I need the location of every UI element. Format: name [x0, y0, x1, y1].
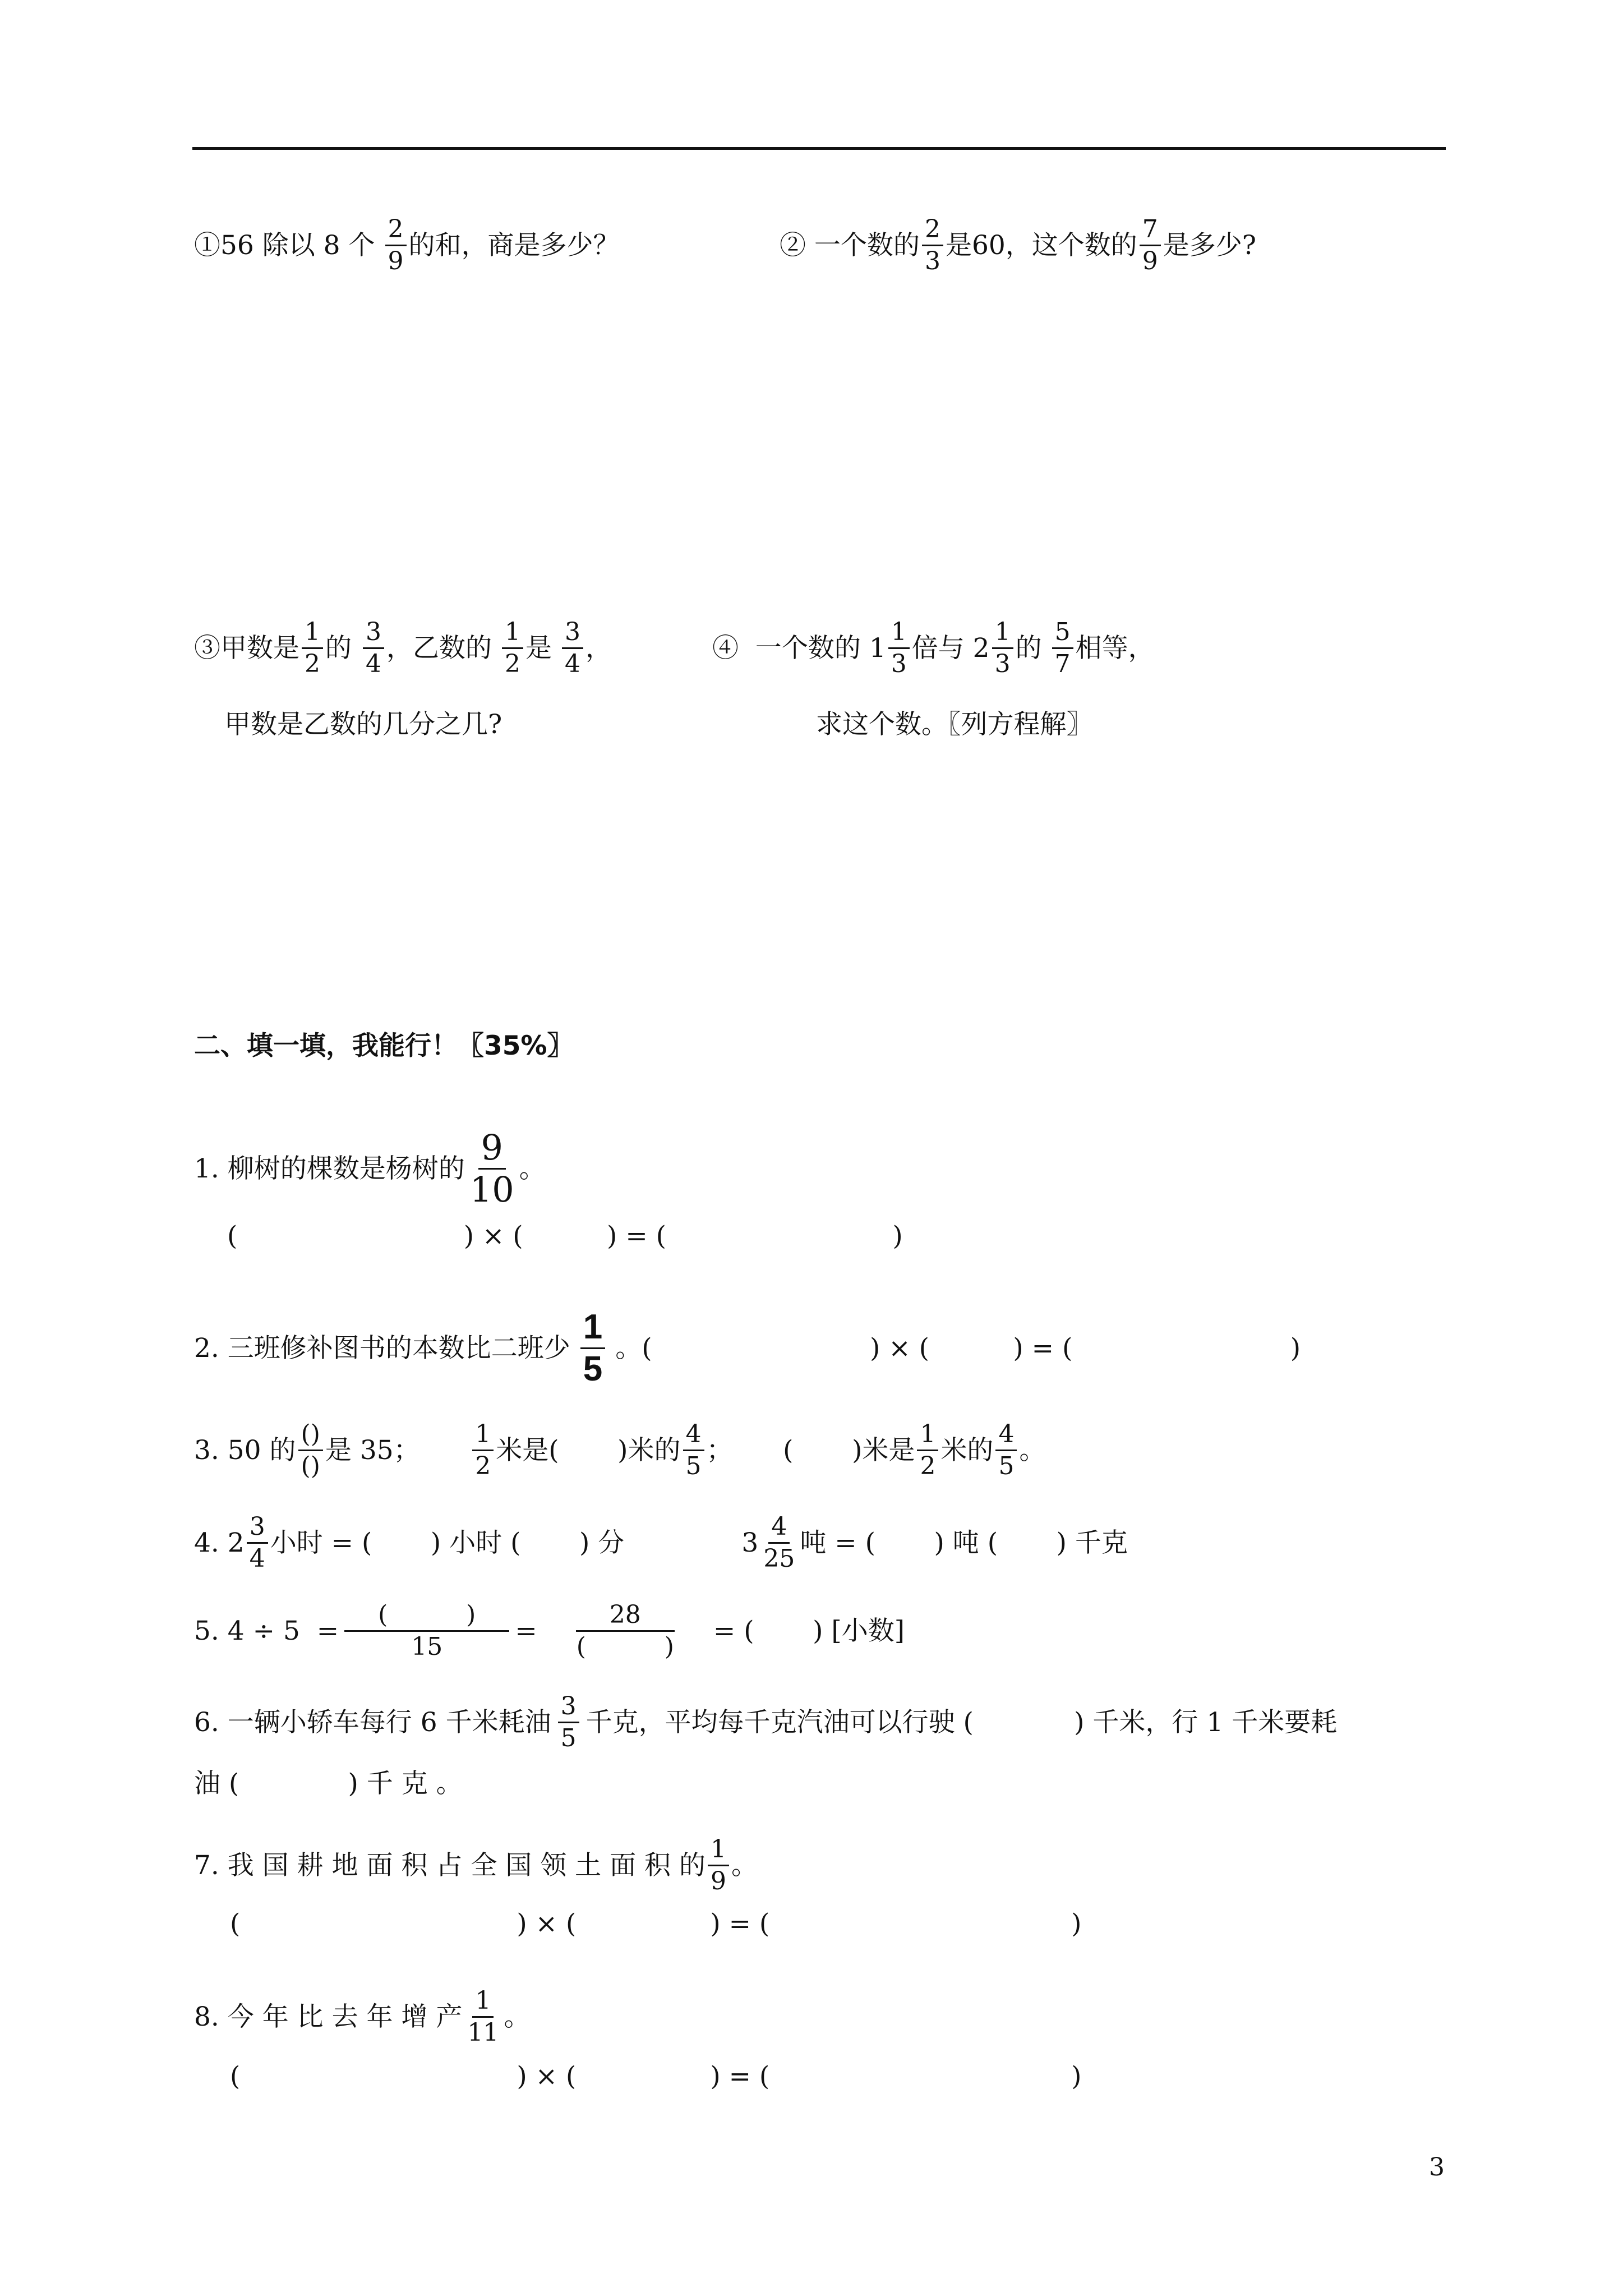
q4-text-d: 相等， — [1075, 632, 1155, 664]
fraction: $\frac{2}{3}$ — [922, 214, 943, 277]
fraction: $\frac{3}{4}$ — [247, 1512, 268, 1574]
fraction: $\frac{28}{( )}$ — [576, 1600, 674, 1661]
problem-7 — [194, 1834, 758, 1897]
p3-text-e: 米的 — [940, 1434, 994, 1466]
p3-text-b: 是 35； — [325, 1434, 471, 1466]
question-3-line-2: 甲数是乙数的几分之几? — [224, 709, 502, 740]
p4-text-b: 小时 = ( ) 小时 ( ) 分 3 — [270, 1527, 759, 1558]
q3-text-b: 的 — [325, 632, 352, 664]
question-3 — [194, 617, 612, 679]
fraction: $\frac{4}{5}$ — [683, 1419, 704, 1481]
q2-text-c: 是多少? — [1163, 229, 1256, 261]
fraction: $\frac{4}{5}$ — [995, 1419, 1017, 1481]
fraction: $\frac{7}{9}$ — [1140, 214, 1161, 277]
fraction: $\frac{3}{4}$ — [562, 617, 583, 679]
fraction: $\frac{1}{11}$ — [467, 1986, 499, 2047]
problem-1 — [194, 1128, 546, 1210]
p3-text-f: 。 — [1019, 1434, 1046, 1466]
fraction: $\frac{1}{2}$ — [472, 1419, 494, 1481]
q4-text-a: ④ 一个数的 1 — [712, 632, 886, 664]
fraction: $\frac{1}{2}$ — [502, 617, 523, 679]
p3-text-c: 米是( )米的 — [496, 1434, 681, 1466]
q1-text-b: 的和，商是多少？ — [408, 229, 620, 261]
problem-4 — [194, 1512, 1128, 1574]
problem-2 — [194, 1307, 1301, 1389]
problem-6 — [194, 1691, 1337, 1754]
p1-text-b: 。 — [519, 1153, 546, 1184]
q1-text-a: ①56 除以 8 个 — [194, 229, 375, 261]
p3-text-a: 3. 50 的 — [194, 1434, 296, 1466]
fraction: $\frac{1}{2}$ — [917, 1419, 938, 1481]
p2-text-b: 。( ) × ( ) = ( ) — [615, 1332, 1301, 1364]
p5-text-b: = — [515, 1615, 537, 1646]
fraction: $\frac{1}{3}$ — [992, 617, 1013, 679]
p5-text-c: = ( ) [小数] — [713, 1615, 905, 1646]
p6-text-a: 6. 一辆小轿车每行 6 千米耗油 — [194, 1706, 551, 1738]
problem-8-blanks: ( ) × ( ) = ( ) — [230, 2061, 1082, 2092]
page-number: 3 — [1429, 2153, 1445, 2182]
p7-text-b: 。 — [731, 1849, 758, 1881]
p8-text-a: 8. 今 年 比 去 年 增 产 — [194, 2001, 463, 2032]
question-2 — [780, 214, 1256, 277]
problem-1-blanks: ( ) × ( ) = ( ) — [227, 1221, 903, 1251]
problem-5 — [194, 1600, 905, 1662]
q3-text-d: 是 — [525, 632, 552, 664]
section-2-title: 二、填一填，我能行！〖35%〗 — [194, 1030, 574, 1061]
fraction: $\frac{3}{4}$ — [363, 617, 384, 679]
p6-text-b: 千克，平均每千克汽油可以行驶 ( ) 千米，行 1 千米要耗 — [585, 1706, 1338, 1738]
q4-text-b: 倍与 2 — [911, 632, 990, 664]
p1-text-a: 1. 柳树的棵数是杨树的 — [194, 1153, 465, 1184]
p8-text-b: 。 — [504, 2001, 531, 2032]
p2-text-a: 2. 三班修补图书的本数比二班少 — [194, 1332, 570, 1364]
fraction: $\frac{()}{()}$ — [298, 1419, 323, 1481]
p4-text-a: 4. 2 — [194, 1527, 245, 1558]
question-4-line-2: 求这个数。〖列方程解〗 — [816, 709, 1093, 740]
problem-8 — [194, 1986, 530, 2048]
q2-text-a: ② 一个数的 — [780, 229, 920, 261]
fraction: $\frac{3}{5}$ — [558, 1691, 579, 1754]
p7-text-a: 7. 我 国 耕 地 面 积 占 全 国 领 土 面 积 的 — [194, 1849, 706, 1881]
q3-text-e: ， — [585, 632, 612, 664]
header-rule — [192, 147, 1446, 150]
fraction: $\frac{1}{3}$ — [888, 617, 910, 679]
fraction: $\frac{1}{2}$ — [302, 617, 323, 679]
q3-text-a: ③甲数是 — [194, 632, 299, 664]
problem-3 — [194, 1419, 1045, 1481]
fraction: $\frac{5}{7}$ — [1052, 617, 1073, 679]
q3-text-c: ，乙数的 — [386, 632, 492, 664]
problem-7-blanks: ( ) × ( ) = ( ) — [230, 1908, 1082, 1939]
p3-text-d: ； ( )米是 — [706, 1434, 915, 1466]
problem-6-line-2: 油 ( ) 千 克 。 — [194, 1768, 463, 1799]
p4-text-c: 吨 = ( ) 吨 ( ) 千克 — [800, 1527, 1128, 1558]
p5-text-a: 5. 4 ÷ 5 = — [194, 1615, 339, 1646]
q4-text-c: 的 — [1015, 632, 1042, 664]
question-4 — [712, 617, 1155, 679]
fraction: $\frac{2}{9}$ — [385, 214, 407, 277]
q2-text-b: 是60，这个数的 — [945, 229, 1137, 261]
fraction: $\frac{1}{9}$ — [708, 1834, 729, 1897]
fraction: $\frac{( )}{15}$ — [344, 1600, 509, 1662]
fraction: $\frac{1}{5}$ — [580, 1307, 605, 1389]
fraction: $\frac{9}{10}$ — [469, 1127, 514, 1210]
fraction: $\frac{4}{25}$ — [763, 1512, 795, 1573]
question-1 — [194, 214, 620, 277]
